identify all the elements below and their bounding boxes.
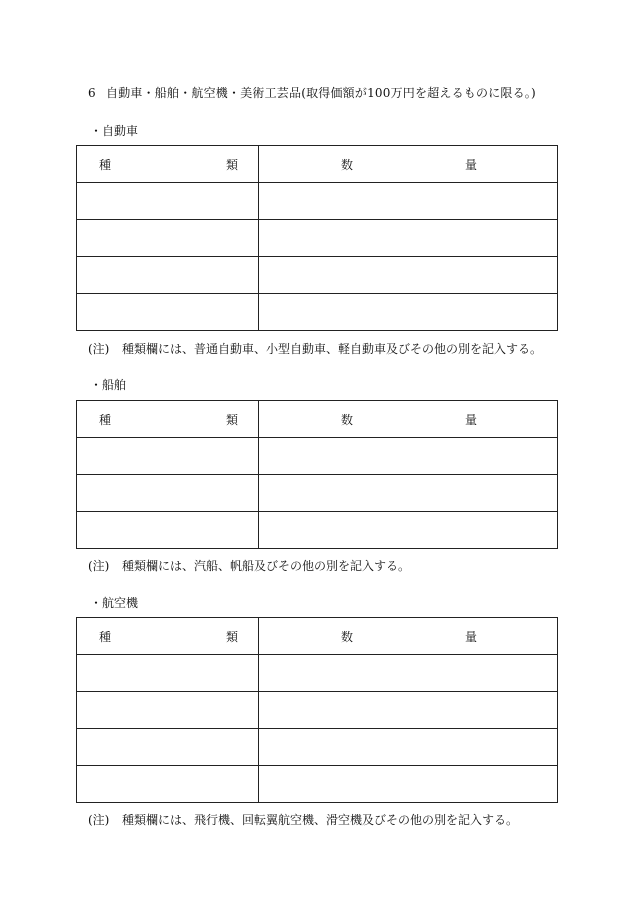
kind-cell[interactable] xyxy=(77,438,259,475)
note-text: 種類欄には、汽船、帆船及びその他の別を記入する。 xyxy=(122,559,411,573)
quantity-cell[interactable] xyxy=(259,438,558,475)
column-header-kind: 種 類 xyxy=(77,401,259,438)
table-row xyxy=(77,183,558,220)
note-text: 種類欄には、飛行機、回転翼航空機、滑空機及びその他の別を記入する。 xyxy=(122,813,519,827)
kind-cell[interactable] xyxy=(77,183,259,220)
kind-cell[interactable] xyxy=(77,475,259,512)
note-mark: (注) xyxy=(88,342,110,356)
note-text: 種類欄には、普通自動車、小型自動車、軽自動車及びその他の別を記入する。 xyxy=(122,342,543,356)
table-row xyxy=(77,692,558,729)
note-mark: (注) xyxy=(88,813,110,827)
section-heading xyxy=(88,84,536,101)
automobile-note xyxy=(88,340,542,357)
note-mark: (注) xyxy=(88,559,110,573)
subsection-label-ship: ・船舶 xyxy=(90,378,127,392)
table-row xyxy=(77,512,558,549)
quantity-cell[interactable] xyxy=(259,729,558,766)
section-number: 6 xyxy=(88,86,96,100)
table-row xyxy=(77,729,558,766)
column-header-quantity: 数 量 xyxy=(259,618,558,655)
quantity-cell[interactable] xyxy=(259,257,558,294)
aircraft-note xyxy=(88,811,518,828)
table-row xyxy=(77,257,558,294)
table-row xyxy=(77,475,558,512)
ship-note xyxy=(88,557,410,574)
quantity-cell[interactable] xyxy=(259,294,558,331)
quantity-cell[interactable] xyxy=(259,766,558,803)
table-row xyxy=(77,220,558,257)
kind-cell[interactable] xyxy=(77,655,259,692)
column-header-kind: 種 類 xyxy=(77,146,259,183)
table-header-row xyxy=(77,401,558,438)
kind-cell[interactable] xyxy=(77,512,259,549)
kind-cell[interactable] xyxy=(77,294,259,331)
aircraft-table xyxy=(76,617,558,803)
table-header-row xyxy=(77,146,558,183)
table-row xyxy=(77,438,558,475)
quantity-cell[interactable] xyxy=(259,220,558,257)
kind-cell[interactable] xyxy=(77,220,259,257)
column-header-quantity: 数 量 xyxy=(259,146,558,183)
kind-cell[interactable] xyxy=(77,257,259,294)
subsection-label-aircraft: ・航空機 xyxy=(90,596,139,610)
column-header-quantity: 数 量 xyxy=(259,401,558,438)
kind-cell[interactable] xyxy=(77,729,259,766)
subsection-label-automobile: ・自動車 xyxy=(90,124,139,138)
kind-cell[interactable] xyxy=(77,692,259,729)
quantity-cell[interactable] xyxy=(259,655,558,692)
section-title: 自動車・船舶・航空機・美術工芸品(取得価額が100万円を超えるものに限る。) xyxy=(106,86,536,100)
quantity-cell[interactable] xyxy=(259,475,558,512)
table-row xyxy=(77,294,558,331)
kind-cell[interactable] xyxy=(77,766,259,803)
ship-table xyxy=(76,400,558,549)
quantity-cell[interactable] xyxy=(259,183,558,220)
table-row xyxy=(77,655,558,692)
automobile-table xyxy=(76,145,558,331)
table-row xyxy=(77,766,558,803)
quantity-cell[interactable] xyxy=(259,692,558,729)
table-header-row xyxy=(77,618,558,655)
column-header-kind: 種 類 xyxy=(77,618,259,655)
quantity-cell[interactable] xyxy=(259,512,558,549)
